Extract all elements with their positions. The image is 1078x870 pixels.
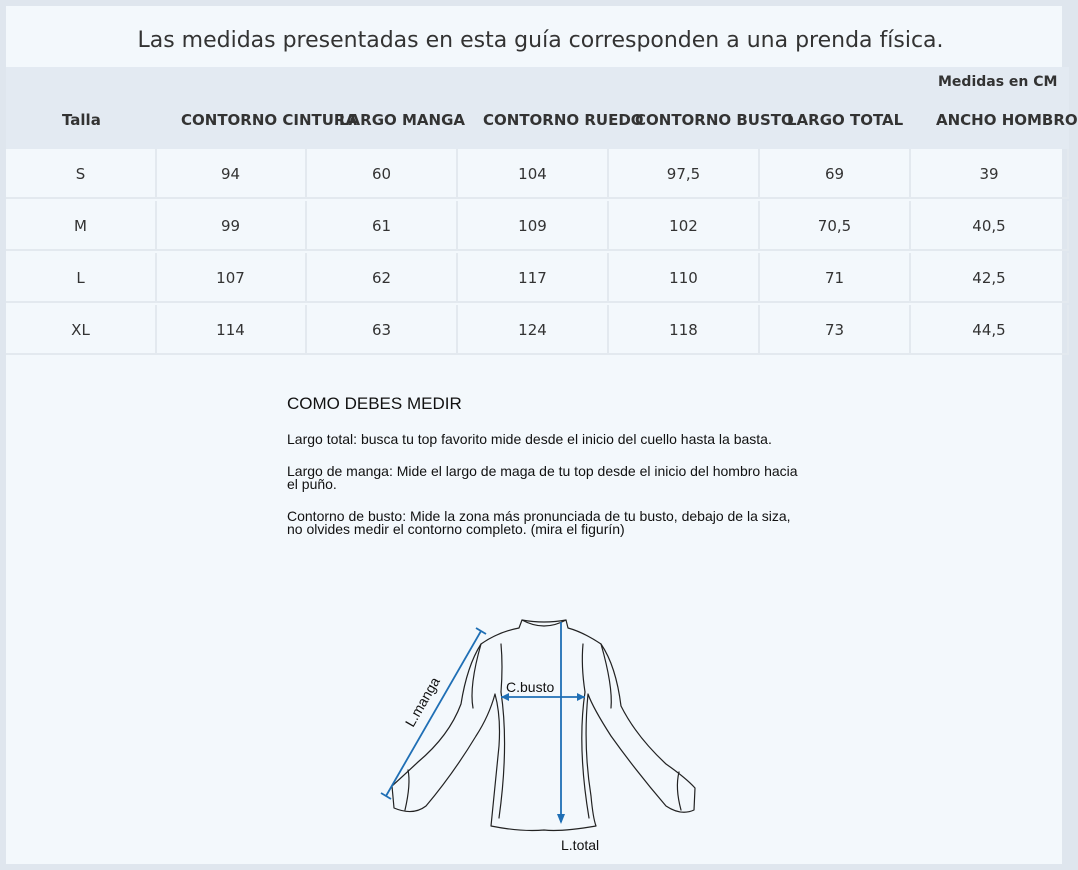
table-cell: 44,5 [911,305,1069,355]
label-manga: L.manga [401,674,443,730]
table-cell: 109 [458,201,609,251]
instructions-title: COMO DEBES MEDIR [287,394,462,413]
table-cell: 118 [609,305,760,355]
header-contorno-busto: CONTORNO BUSTO [635,111,794,129]
measuring-instructions [287,394,807,555]
table-cell: 99 [156,201,307,251]
table-cell: 114 [156,305,307,355]
table-cell: 102 [609,201,760,251]
table-cell: 63 [307,305,458,355]
total-length-arrow [557,814,565,824]
table-cell: 104 [458,149,609,199]
instruction-contorno-busto: Contorno de busto: Mide la zona más pronunciada de tu busto, debajo de la siza, no olvides medir el contorno completo. (mira el figurín) [287,508,791,537]
table-cell: 60 [307,149,458,199]
label-busto: C.busto [506,679,555,695]
intro-text: Las medidas presentadas en esta guía corresponden a una prenda física. [137,28,944,53]
garment-outline [392,620,695,831]
unit-label: Medidas en CM [938,74,1058,90]
table-cell: 42,5 [911,253,1069,303]
table-cell: 117 [458,253,609,303]
table-cell: 73 [760,305,911,355]
table-cell: 71 [760,253,911,303]
sleeve-length-cap-bottom [381,793,391,799]
table-cell: 110 [609,253,760,303]
table-cell: S [6,149,157,199]
instruction-largo-total: Largo total: busca tu top favorito mide desde el inicio del cuello hasta la basta. [287,431,772,447]
header-talla: Talla [62,111,101,129]
header-contorno-cintura: CONTORNO CINTURA [181,111,358,129]
header-largo-total: LARGO TOTAL [787,111,904,129]
table-cell: 94 [156,149,307,199]
table-cell: 61 [307,201,458,251]
table-header [6,67,1078,149]
table-cell: 107 [156,253,307,303]
table-cell: 39 [911,149,1069,199]
table-row [6,253,1069,303]
table-cell: M [6,201,157,251]
header-ancho-hombro: ANCHO HOMBRO [936,111,1078,129]
instruction-largo-manga: Largo de manga: Mide el largo de maga de tu top desde el inicio del hombro hacia el puño. [287,463,798,492]
sleeve-length-cap-top [476,628,486,634]
table-row [6,201,1069,251]
table-cell: 124 [458,305,609,355]
garment-figure [361,596,711,866]
header-contorno-ruedo: CONTORNO RUEDO [483,111,644,129]
table-cell: 70,5 [760,201,911,251]
table-cell: L [6,253,157,303]
table-row [6,149,1069,199]
size-guide-card [6,6,1078,864]
table-row [6,305,1069,355]
header-largo-manga: LARGO MANGA [339,111,466,129]
label-total: L.total [561,837,600,853]
sleeve-length-line [386,631,481,796]
table-cell: 62 [307,253,458,303]
table-cell: 40,5 [911,201,1069,251]
table-cell: XL [6,305,157,355]
table-cell: 69 [760,149,911,199]
table-cell: 97,5 [609,149,760,199]
